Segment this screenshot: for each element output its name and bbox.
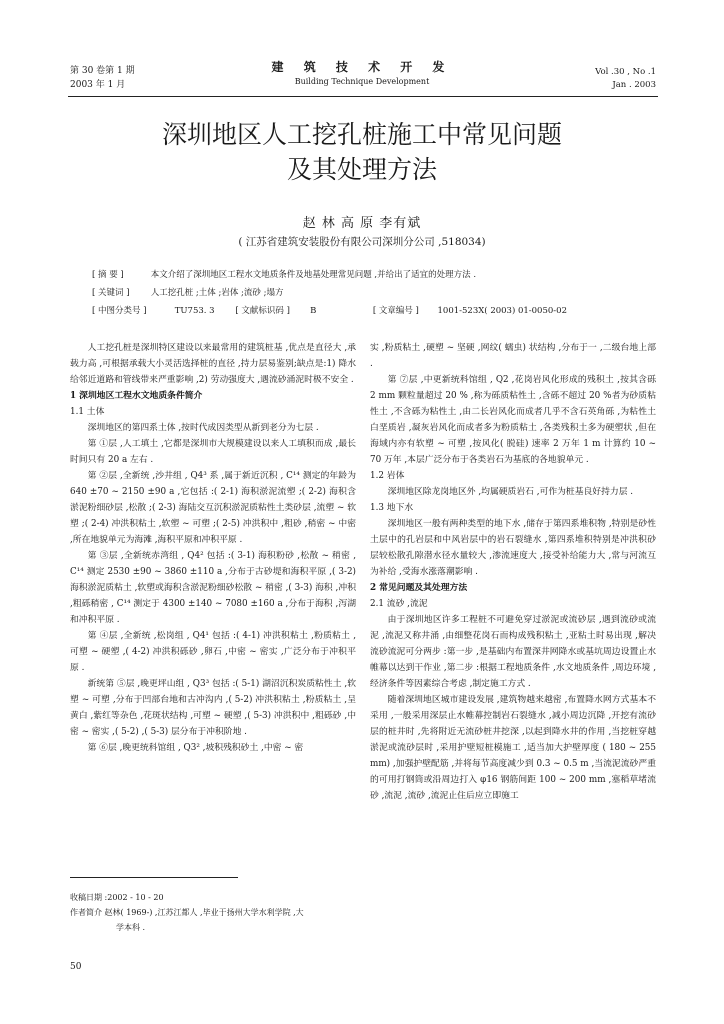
abstract-text: 本文介绍了深圳地区工程水文地质条件及地基处理常见问题 ,并给出了适宜的处理方法 . <box>150 270 477 280</box>
article-id-value: 1001-523X( 2003) 01-0050-02 <box>437 306 567 316</box>
paragraph: 第 ⑥层 ,晚更统科馆组 , Q3² ,坡积残积砂土 ,中密 ~ 密 <box>87 743 304 753</box>
abstract-label: [ 摘 要 ] <box>92 270 124 280</box>
paragraph: 第 ⑦层 ,中更新统科馆组 , Q2 ,花岗岩风化形成的残积土 ,按其含砾 2 mm 颗粒量超过 20 % ,称为砾质粘性土 ,含砾不超过 20 %者为砂质粘性土 ,不含砾为粘性土 ,由二长岩风化而成者几乎不含石英角砾 ,为粘性土白垩质岩 ,凝灰岩风化而成者多为粉质粘土 ,各类残积土多为硬塑状 ,但在海域内亦有软塑 ~ 可塑 ,按风化( 脱硅) 速率 2 万年 1 m 计算约 10 ~ 70 万年 ,本层广泛分布于各类岩石为基底的各地貌单元 . <box>370 375 656 465</box>
author-intro <box>70 905 360 920</box>
paragraph: 人工挖孔桩是深圳特区建设以来最常用的建筑桩基 ,优点是直径大 ,承载力高 ,可根据承载大小灵活选择桩的直径 ,持力层易鉴别;缺点是:1) 降水给邻近道路和管线带来严重影响 ,2) 劳动强度大 ,遇流砂涌泥时极不安全 . <box>70 343 356 385</box>
subsection-heading: 1.1 土体 <box>70 407 105 417</box>
journal-name-cn: 建 筑 技 术 开 发 <box>271 60 453 74</box>
paragraph: 新统第 ⑤层 ,晚更坪山组 , Q3³ 包括 :( 5-1) 湖沼沉积炭质粘性土 ,软塑 ~ 可塑 ,分布于凹部台地和古冲沟内 ,( 5-2) 冲洪积粘土 ,粉质粘土 ,呈黄白 ,紫红等杂色 ,花斑状结构 ,可塑 ~ 硬塑 ,( 5-3) 冲洪积中 ,粗砾砂 ,中密 ~ 密实 ,( 5-2) ,( 5-3) 层分布于冲积阶地 . <box>70 679 356 737</box>
subsection-heading: 1.2 岩体 <box>370 471 405 481</box>
section-heading: 2 常见问题及其处理方法 <box>370 583 468 593</box>
issue-date: 2003 年 1 月 <box>70 80 126 90</box>
authors: 赵 林 高 原 李有斌 <box>302 216 422 231</box>
journal-name-en: Building Technique Development <box>294 77 430 86</box>
footnote-rule <box>70 877 238 878</box>
author-intro-cont: 学本科 . <box>116 923 146 932</box>
date-en: Jan . 2003 <box>612 80 656 90</box>
section-heading: 1 深圳地区工程水文地质条件简介 <box>70 391 203 401</box>
footnote <box>70 890 360 935</box>
article-title-line1: 深圳地区人工挖孔桩施工中常见问题 <box>161 120 562 149</box>
paragraph: 由于深圳地区许多工程桩不可避免穿过淤泥或流砂层 ,遇到流砂或流泥 ,流泥又称井涌 ,由细整花岗石而构成残积粘土 ,亚粘土时易出现 ,解决流砂流泥可分两步 :第一步 ,是基础内布置深井网降水或基坑周边设置止水帷幕以达到干作业 ,第二步 :根据工程地质条件 ,水文地质条件 ,周边环境 ,经济条件等因素综合考虑 ,制定施工方式 . <box>370 615 656 689</box>
left-column <box>70 340 356 756</box>
paragraph: 深圳地区除龙岗地区外 ,均属硬质岩石 ,可作为桩基良好持力层 . <box>387 487 634 497</box>
header-right <box>595 66 656 92</box>
paragraph: 第 ③层 ,全新统赤湾组 , Q4² 包括 :( 3-1) 海积粉砂 ,松散 ~ 稍密 , C¹⁴ 测定 2530 ±90 ~ 3860 ±110 a ,分布于古砂堤和海积平原 ,( 3-2) 海积淤泥质粘土 ,软塑或海积含淤泥粉细砂松散 ~ 稍密 ,( 3-3) 海积 ,冲积 ,粗砾稍密 , C¹⁴ 测定于 4300 ±140 ~ 7080 ±160 a ,分布于海积 ,泻湖和冲积平原 . <box>70 551 356 625</box>
subsection-heading: 1.3 地下水 <box>370 503 414 513</box>
keywords-label: [ 关键词 ] <box>92 288 130 298</box>
volume-issue: 第 30 卷第 1 期 <box>70 66 135 76</box>
doc-code-label: [ 文献标识码 ] <box>235 306 290 316</box>
keywords-text: 人工挖孔桩 ;土体 ;岩体 ;流砂 ;塌方 <box>150 288 284 298</box>
clc-label: [ 中图分类号 ] <box>92 306 147 316</box>
article-title-line2: 及其处理方法 <box>286 155 437 184</box>
classification-row <box>92 304 672 318</box>
doc-code-value: B <box>310 306 317 316</box>
paragraph: 随着深圳地区城市建设发展 ,建筑物越来越密 ,布置降水网方式基本不采用 ,一般采用深层止水帷幕控制岩石裂缝水 ,减小周边沉降 ,开挖有流砂层的桩井时 ,先将附近无流砂桩井挖深 ,以起到降水井的作用 ,当挖桩穿越淤泥或流砂层时 ,采用护壁短桩模施工 ,适当加大护壁厚度 ( 180 ~ 255 mm) ,加强护壁配筋 ,并将每节高度减少到 0.3 ~ 0.5 m ,当流泥流砂严重的可用打钢筒或沿周边打入 φ16 钢筋间距 100 ~ 200 mm ,塞稻草堵流砂 ,流泥 ,流砂 ,流泥止住后应立即施工 <box>370 695 656 801</box>
abstract-row <box>92 268 662 282</box>
right-column <box>370 340 656 804</box>
subsection-heading: 2.1 流砂 ,流泥 <box>370 599 428 609</box>
paragraph: 第 ④层 ,全新统 ,松岗组 , Q4¹ 包括 :( 4-1) 冲洪积粘土 ,粉质粘土 ,可塑 ~ 硬塑 ,( 4-2) 冲洪积砾砂 ,卵石 ,中密 ~ 密实 ,广泛分布于冲积平原 . <box>70 631 356 673</box>
paragraph-continued: 实 ,粉质粘土 ,硬塑 ~ 坚硬 ,网纹( 蠕虫) 状结构 ,分布于一 ,二级台地上部 . <box>370 343 656 369</box>
page-number: 50 <box>70 962 82 972</box>
paragraph: 深圳地区一般有两种类型的地下水 ,储存于第四系堆积物 ,特别是砂性土层中的孔岩层和中风岩层中的岩石裂缝水 ,第四系堆积特别是冲洪积砂层较松散孔隙潜水径水量较大 ,渗流速度大 ,接受补给能力大 ,常与河流互为补给 ,受海水涨落潮影响 . <box>370 519 656 577</box>
paragraph: 第 ①层 ,人工填土 ,它都是深圳市大规模建设以来人工填积而成 ,最长时间只有 20 a 左右 . <box>70 439 356 465</box>
author-intro-label: 作者简介 <box>70 908 102 917</box>
affiliation: ( 江苏省建筑安装股份有限公司深圳分公司 ,518034) <box>238 236 486 248</box>
paragraph: 第 ②层 ,全新统 ,沙井组 , Q4³ 系 ,属于新近沉积 , C¹⁴ 测定的年龄为 640 ±70 ~ 2150 ±90 a ,它包括 :( 2-1) 海积淤泥流塑 ;( 2-2) 海积含淤泥粉细砂层 ,松散 ;( 2-3) 海陆交互沉积淤泥质粘性土类砂层 ,流塑 ~ 软塑 ;( 2-4) 冲洪积粘土 ,软塑 ~ 可塑 ;( 2-5) 冲洪积中 ,粗砂 ,稍密 ~ 中密 ,所在地貌单元为海滩 ,海积平原和冲积平原 . <box>70 471 356 545</box>
clc-value: TU753. 3 <box>174 306 215 316</box>
author-intro-text: 赵林( 1969-) ,江苏江都人 ,毕业于扬州大学水利学院 ,大 <box>104 908 304 917</box>
paragraph: 深圳地区的第四系土体 ,按时代成因类型从新到老分为七层 . <box>87 423 319 433</box>
received-date: 收稿日期 :2002 - 10 - 20 <box>70 893 164 902</box>
keywords-row <box>92 286 662 300</box>
header-rule <box>68 96 658 97</box>
article-id-label: [ 文章编号 ] <box>372 306 419 316</box>
volume-en: Vol .30 , No .1 <box>595 67 656 77</box>
